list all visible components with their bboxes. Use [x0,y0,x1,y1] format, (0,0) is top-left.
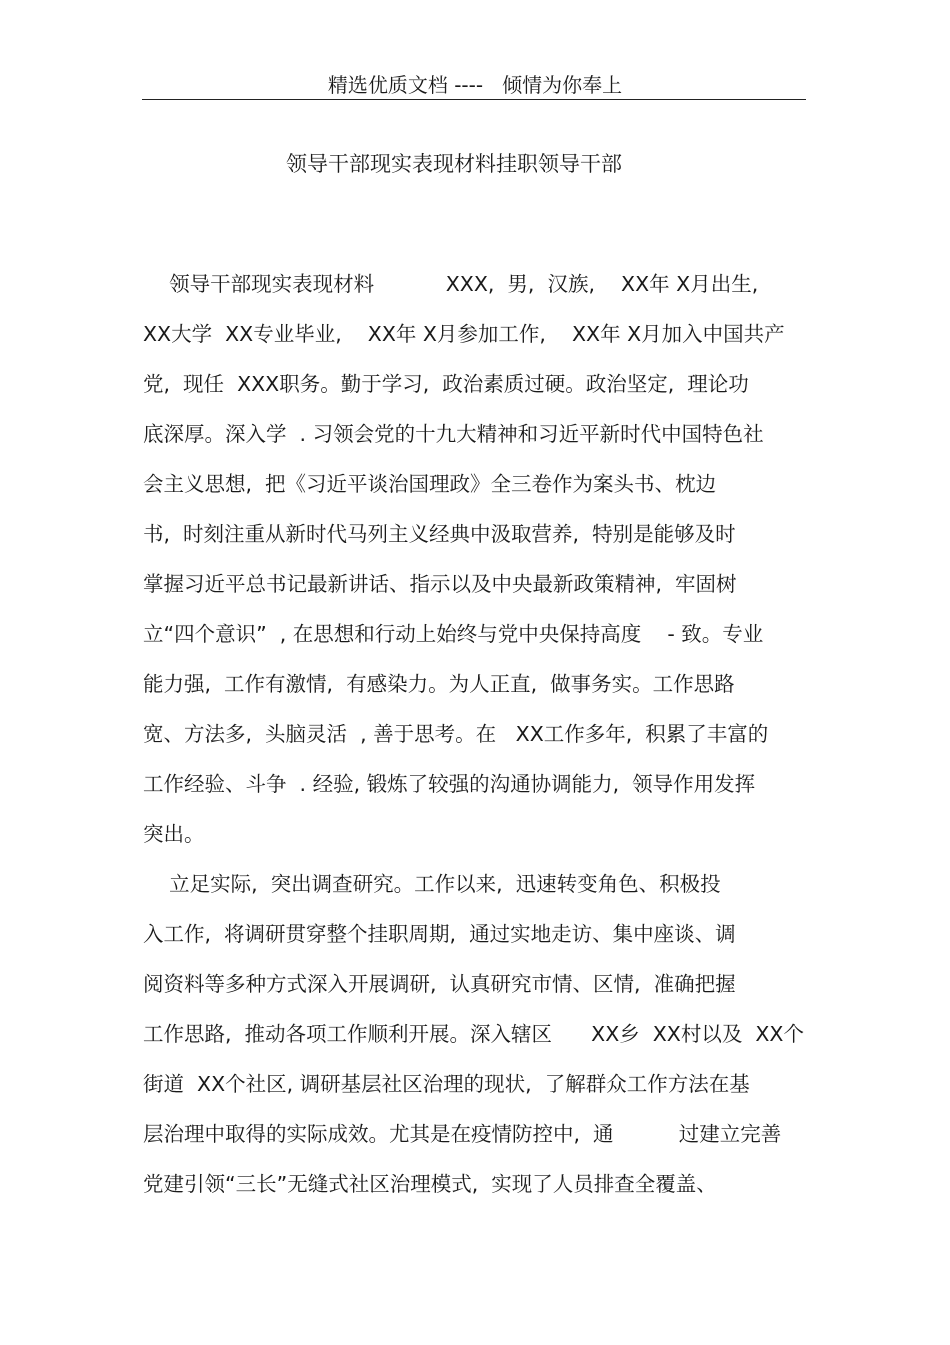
body-line: 立“四个意识” , 在思想和行动上始终与党中央保持高度 - 致。专业 [143,622,764,646]
body-line: 层治理中取得的实际成效。尤其是在疫情防控中, 通 过建立完善 [143,1122,782,1146]
body-line: 街道 XX个社区, 调研基层社区治理的现状, 了解群众工作方法在基 [143,1072,750,1096]
body-line: 党, 现任 XXX职务。勤于学习, 政治素质过硬。政治坚定, 理论功 [143,372,749,396]
page-header-text: 精选优质文档 ---- 倾情为你奉上 [327,73,623,97]
body-line: 工作经验、斗争 . 经验, 锻炼了较强的沟通协调能力, 领导作用发挥 [143,772,756,796]
header-divider [142,99,806,100]
body-line: 立足实际, 突出调查研究。工作以来, 迅速转变角色、积极投 [143,872,721,896]
body-line: 领导干部现实表现材料 XXX, 男, 汉族, XX年 X月出生, [143,272,759,296]
document-title: 领导干部现实表现材料挂职领导干部 [286,152,622,176]
body-line: 党建引领“三长”无缝式社区治理模式, 实现了人员排查全覆盖、 [143,1172,717,1196]
body-line: 书, 时刻注重从新时代马列主义经典中汲取营养, 特别是能够及时 [143,522,736,546]
body-line: 能力强, 工作有激情, 有感染力。为人正直, 做事务实。工作思路 [143,672,735,696]
body-line: 入工作, 将调研贯穿整个挂职周期, 通过实地走访、集中座谈、调 [143,922,736,946]
body-line: 掌握习近平总书记最新讲话、指示以及中央最新政策精神, 牢固树 [143,572,737,596]
body-line: 会主义思想, 把《习近平谈治国理政》全三卷作为案头书、枕边 [143,472,717,496]
body-line: XX大学 XX专业毕业, XX年 X月参加工作, XX年 X月加入中国共产 [143,322,785,346]
body-line: 宽、方法多, 头脑灵活 , 善于思考。在 XX工作多年, 积累了丰富的 [143,722,769,746]
body-line: 突出。 [143,822,205,846]
document-body [143,266,823,1216]
body-line: 阅资料等多种方式深入开展调研, 认真研究市情、区情, 准确把握 [143,972,736,996]
body-line: 工作思路, 推动各项工作顺利开展。深入辖区 XX乡 XX村以及 XX个 [143,1022,804,1046]
body-line: 底深厚。深入学 . 习领会党的十九大精神和习近平新时代中国特色社 [143,422,764,446]
